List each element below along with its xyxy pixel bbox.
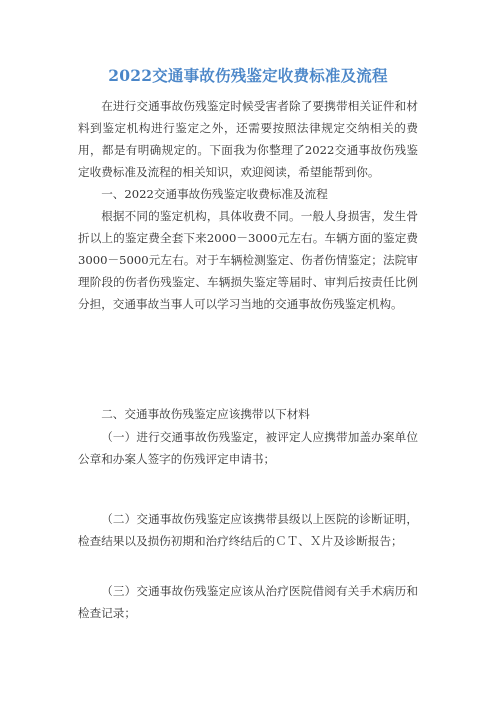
material-item-2: （二）交通事故伤残鉴定应该携带县级以上医院的诊断证明，检查结果以及损伤初期和治疗终结后的ＣＴ、Ｘ片及诊断报告； [78,512,418,548]
document-title: 2022交通事故伤残鉴定收费标准及流程 [108,66,388,85]
section-1-body: 根据不同的鉴定机构，具体收费不同。一般人身损害，发生骨折以上的鉴定费全套下来2000－3000元左右。车辆方面的鉴定费3000－5000元左右。对于车辆检测鉴定、伤者伤情鉴定；法院审理阶段的伤者伤残鉴定、车辆损失鉴定等届时、审判后按责任比例分担，交通事故当事人可以学习当地的交通事故伤残鉴定机构。 [78,209,418,311]
section-2-heading: 二、交通事故伤残鉴定应该携带以下材料 [101,407,310,421]
section-1-heading: 一、2022交通事故伤残鉴定收费标准及流程 [101,187,328,201]
intro-paragraph: 在进行交通事故伤残鉴定时候受害者除了要携带相关证件和材料到鉴定机构进行鉴定之外，还需要按照法律规定交纳相关的费用，都是有明确规定的。下面我为你整理了2022交通事故伤残鉴定收费标准及流程的相关知识，欢迎阅读，希望能帮到你。 [78,99,418,179]
material-item-3: （三）交通事故伤残鉴定应该从治疗医院借阅有关手术病历和检查记录； [78,584,418,620]
material-item-1: （一）进行交通事故伤残鉴定，被评定人应携带加盖办案单位公章和办案人签字的伤残评定申请书； [78,430,418,466]
